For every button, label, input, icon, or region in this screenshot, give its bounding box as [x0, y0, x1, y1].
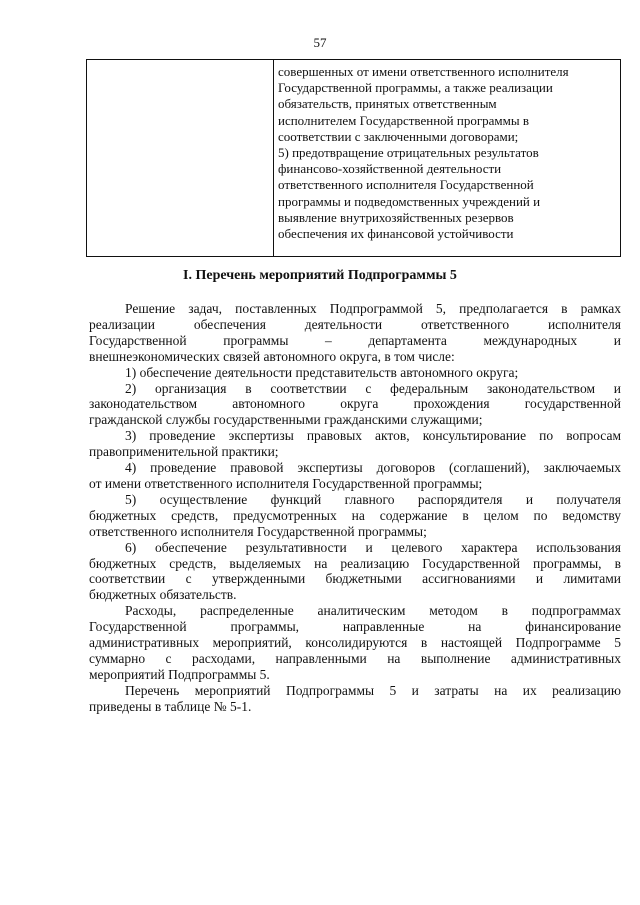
- table-cell-line: финансово-хозяйственной деятельности: [278, 161, 502, 177]
- continuation-table: [86, 59, 621, 257]
- page-number: 57: [313, 35, 327, 50]
- table-cell-line: выявление внутрихозяйственных резервов: [278, 209, 514, 225]
- paragraph-line: внешнеэкономических связей автономного округа, в том числе:: [89, 348, 455, 364]
- table-cell-line: обязательств, принятых ответственным: [278, 96, 497, 112]
- list-item: [89, 365, 621, 381]
- table-cell-line: совершенных от имени ответственного исполнителя: [278, 64, 569, 79]
- paragraph-line: законодательством автономного округа прохождения государственной: [89, 396, 621, 412]
- section-body: [89, 301, 621, 715]
- table-cell-line: программы и подведомственных учреждений и: [278, 193, 541, 209]
- paragraph-line: бюджетных средств, предусмотренных на содержание в целом по ведомству: [89, 507, 621, 523]
- list-item: [89, 428, 621, 460]
- paragraph-line: бюджетных средств, выделяемых на реализацию Государственной программы, в: [89, 555, 621, 571]
- paragraph-line: правоприменительной практики;: [89, 444, 279, 460]
- paragraph-line: 1) обеспечение деятельности представительств автономного округа;: [125, 364, 519, 380]
- table-cell-line: исполнителем Государственной программы в: [278, 112, 529, 128]
- paragraph-table-reference: [89, 683, 621, 715]
- paragraph-line: 6) обеспечение результативности и целевого характера использования: [125, 539, 621, 555]
- paragraph-line: Государственной программы, направленные на финансирование: [89, 619, 621, 635]
- section-title: I. Перечень мероприятий Подпрограммы 5: [183, 268, 457, 283]
- paragraph-line: бюджетных обязательств.: [89, 587, 237, 603]
- list-item: [89, 492, 621, 540]
- list-item: [89, 460, 621, 492]
- paragraph-line: гражданской службы государственными гражданскими служащими;: [89, 412, 483, 428]
- paragraph-line: 5) осуществление функций главного распорядителя и получателя: [125, 491, 621, 507]
- paragraph-line: Решение задач, поставленных Подпрограммой 5, предполагается в рамках: [125, 301, 621, 316]
- table-cell-text: [274, 60, 621, 257]
- paragraph-line: Расходы, распределенные аналитическим методом в подпрограммах: [125, 603, 621, 619]
- paragraph-line: 4) проведение правовой экспертизы договоров (соглашений), заключаемых: [125, 460, 621, 476]
- table-cell-line: обеспечения их финансовой устойчивости: [278, 226, 514, 242]
- table-cell-line: 5) предотвращение отрицательных результатов: [278, 145, 539, 161]
- paragraph-intro: [89, 301, 621, 365]
- paragraph-line: 2) организация в соответствии с федеральным законодательством и: [125, 380, 621, 396]
- paragraph-line: Государственной программы – департамента международных и: [89, 332, 621, 348]
- paragraph-expenses: [89, 603, 621, 683]
- paragraph-line: административных мероприятий, консолидируются в настоящей Подпрограмме 5: [89, 635, 621, 651]
- list-item: [89, 540, 621, 604]
- paragraph-line: мероприятий Подпрограммы 5.: [89, 666, 270, 682]
- table-cell-line: Государственной программы, а также реализации: [278, 80, 553, 96]
- paragraph-line: реализации обеспечения деятельности ответственного исполнителя: [89, 316, 621, 332]
- paragraph-line: соответствии с утвержденными бюджетными ассигнованиями и лимитами: [89, 571, 621, 587]
- table-row: [87, 60, 621, 257]
- list-item: [89, 381, 621, 429]
- paragraph-line: приведены в таблице № 5-1.: [89, 698, 252, 714]
- paragraph-line: ответственного исполнителя Государственной программы;: [89, 523, 427, 539]
- paragraph-line: суммарно с расходами, направленными на выполнение административных: [89, 650, 621, 666]
- table-cell-line: ответственного исполнителя Государственной: [278, 177, 534, 193]
- paragraph-line: от имени ответственного исполнителя Государственной программы;: [89, 475, 483, 491]
- table-cell-line: соответствии с заключенными договорами;: [278, 128, 519, 144]
- table-cell-empty: [87, 60, 274, 257]
- paragraph-line: 3) проведение экспертизы правовых актов, консультирование по вопросам: [125, 428, 621, 444]
- paragraph-line: Перечень мероприятий Подпрограммы 5 и затраты на их реализацию: [125, 682, 621, 698]
